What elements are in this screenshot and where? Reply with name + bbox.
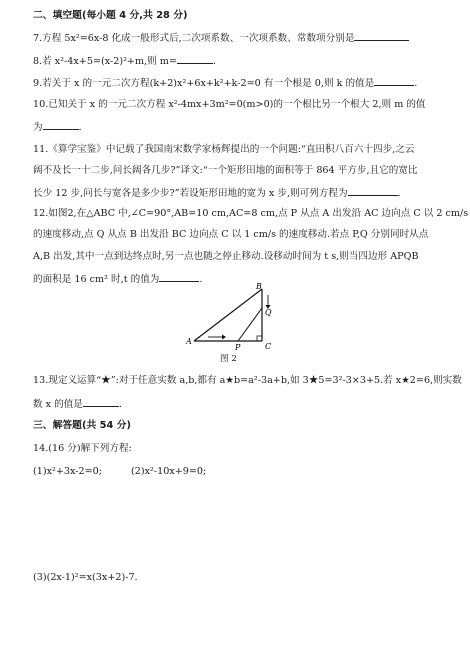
question-14-row-1 [33, 465, 450, 479]
answer-blank-10[interactable] [43, 120, 79, 130]
label-p: P [235, 343, 241, 352]
question-11-line-2: 阔不及长一十二步,问长阔各几步?”译文:“一个矩形田地的面积等于 864 平方步,且它的宽比 [33, 165, 418, 176]
answer-blank-12[interactable] [159, 272, 199, 282]
arrow-p-head [222, 335, 226, 340]
question-11-line-3: 长少 12 步,问长与宽各是多少步?”若设矩形田地的宽为 x 步,则可列方程为 . [33, 188, 401, 199]
question-12-line-3: A,B 出发,其中一点到达终点时,另一点也随之停止移动.设移动时间为 t s,则当四边形 APQB [33, 251, 419, 262]
question-11-line-1: 11.《算学宝鉴》中记载了我国南宋数学家杨辉提出的一个问题:“直田积八百六十四步,之云 [33, 144, 415, 155]
question-11-tail: 长少 12 步,问长与宽各是多少步?”若设矩形田地的宽为 x 步,则可列方程为 [33, 188, 348, 199]
question-8: 8.若 x²-4x+5=(x-2)²+m,则 m= . [33, 56, 216, 67]
question-14-part-3: (3)(2x-1)²=x(3x+2)-7. [33, 572, 138, 583]
question-9-text: 9.若关于 x 的一元二次方程(k+2)x²+6x+k²+k-2=0 有一个根是 0,则 k 的值是 [33, 78, 375, 89]
question-14-intro: 14.(16 分)解下列方程: [33, 443, 132, 454]
label-c: C [265, 342, 272, 351]
question-12-line-1: 12.如图2,在△ABC 中,∠C=90°,AB=10 cm,AC=8 cm,点 P 从点 A 出发沿 AC 边向点 C 以 2 cm/s [33, 208, 469, 219]
question-7 [33, 31, 450, 46]
section-heading-fill-blank: 二、填空题(每小题 4 分,共 28 分) [33, 10, 188, 21]
section-heading-solutions: 三、解答题(共 54 分) [33, 420, 131, 431]
question-10-tail: 为 [33, 122, 43, 133]
question-13-line-2: 数 x 的值是 . [33, 399, 122, 410]
answer-blank-13[interactable] [83, 397, 119, 407]
question-14-part-1: (1)x²+3x-2=0; [33, 466, 102, 477]
answer-blank-7[interactable] [354, 31, 409, 41]
answer-blank-9[interactable] [374, 76, 414, 86]
label-a: A [186, 337, 192, 346]
label-q: Q [265, 308, 272, 317]
question-14-part-2: (2)x²-10x+9=0; [131, 466, 207, 477]
question-7-text: 7.方程 5x²=6x-8 化成一般形式后,二次项系数、一次项系数、常数项分别是 [33, 33, 355, 44]
label-b: B [256, 283, 262, 291]
question-12-tail: 的面积是 16 cm² 时,t 的值为 [33, 274, 160, 285]
question-10-line-1: 10.已知关于 x 的一元二次方程 x²-4mx+3m²=0(m>0)的一个根比另一个根大 2,则 m 的值 [33, 99, 426, 110]
segment-ab [194, 289, 262, 341]
right-angle-mark [257, 336, 262, 341]
question-10-line-2: 为 . [33, 122, 82, 133]
answer-blank-11[interactable] [348, 186, 398, 196]
question-9: 9.若关于 x 的一元二次方程(k+2)x²+6x+k²+k-2=0 有一个根是 0,则 k 的值是 . [33, 78, 418, 89]
question-12-line-2: 的速度移动,点 Q 从点 B 出发沿 BC 边向点 C 以 1 cm/s 的速度移动.若点 P,Q 分别同时从点 [33, 229, 429, 240]
question-13-tail: 数 x 的值是 [33, 399, 83, 410]
question-12-line-4: 的面积是 16 cm² 时,t 的值为 . [33, 274, 203, 285]
question-8-text: 8.若 x²-4x+5=(x-2)²+m,则 m= [33, 56, 177, 67]
figure-caption: 图 2 [220, 354, 237, 364]
answer-blank-8[interactable] [177, 54, 213, 64]
question-13-line-1: 13.现定义运算“★”:对于任意实数 a,b,都有 a★b=a²-3a+b,如 3★5=3²-3×3+5.若 x★2=6,则实数 [33, 375, 462, 386]
